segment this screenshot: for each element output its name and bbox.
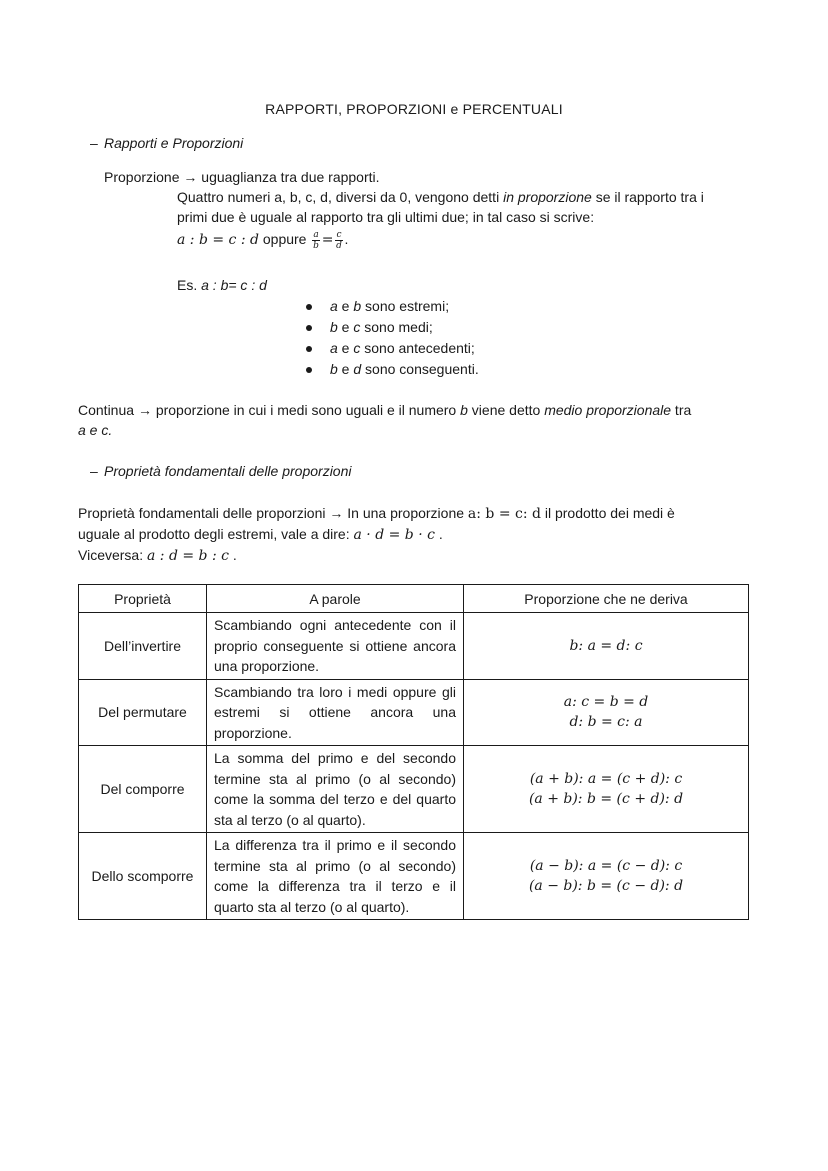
term-and: e bbox=[337, 298, 354, 314]
oppure-text: oppure bbox=[258, 231, 311, 247]
table-header-row bbox=[79, 585, 749, 613]
proporzione-definition bbox=[104, 167, 380, 187]
fraction-denominator: b bbox=[313, 240, 319, 251]
term-var: d bbox=[353, 361, 362, 377]
explanation-line-1 bbox=[177, 187, 752, 207]
term-var: a bbox=[330, 298, 338, 314]
properties-table bbox=[78, 584, 749, 920]
property-formula: (a − b): a = (c − d): c bbox=[529, 858, 683, 874]
fraction-c-d bbox=[335, 230, 342, 251]
property-words-cell bbox=[207, 613, 464, 680]
continua-emphasis: medio proporzionale bbox=[544, 402, 672, 418]
proporzione-definition-text: uguaglianza tra due rapporti. bbox=[201, 169, 380, 185]
property-formula: d: b = c: a bbox=[569, 714, 643, 731]
term-var: c bbox=[353, 319, 361, 335]
property-name: Del permutare bbox=[79, 679, 207, 746]
explanation-formula-line bbox=[177, 229, 752, 251]
term-and: e bbox=[337, 361, 354, 377]
term-desc: sono medi; bbox=[360, 319, 433, 335]
proporzione-explanation bbox=[177, 187, 752, 251]
table-row bbox=[79, 679, 749, 746]
term-var: b bbox=[330, 319, 338, 335]
table-header: Proporzione che ne deriva bbox=[464, 585, 749, 613]
fraction-numerator: a bbox=[313, 229, 319, 240]
property-formulas bbox=[464, 746, 749, 833]
fondamentale-text: . bbox=[434, 526, 443, 542]
continua-line-1 bbox=[78, 400, 753, 420]
page-title: RAPPORTI, PROPORZIONI e PERCENTUALI bbox=[265, 101, 563, 117]
example-label: Es. bbox=[177, 277, 202, 293]
table-header: A parole bbox=[207, 585, 464, 613]
continua-text: proporzione in cui i medi sono uguali e il numero bbox=[151, 402, 461, 418]
property-words: Scambiando tra loro i medi oppure gli estremi si ottiene ancora una proporzione. bbox=[214, 683, 456, 741]
continua-line-2 bbox=[78, 420, 753, 440]
proportion-formula: a : b = c : d bbox=[177, 232, 259, 248]
arrow-icon: → bbox=[329, 505, 344, 521]
list-item bbox=[306, 317, 479, 338]
explanation-emphasis: in proporzione bbox=[503, 189, 592, 205]
continua-term: Continua bbox=[78, 402, 135, 418]
property-words-cell bbox=[207, 679, 464, 746]
table-row bbox=[79, 833, 749, 920]
continua-text: tra bbox=[671, 402, 692, 418]
property-formula: b: a = d: c bbox=[569, 637, 643, 654]
explanation-text: se il rapporto tra i bbox=[591, 189, 704, 205]
fondamentale-formula: a : d = b : c bbox=[147, 548, 229, 564]
period: . bbox=[344, 231, 349, 247]
fondamentale-line-1 bbox=[78, 503, 758, 524]
property-name: Del comporre bbox=[79, 746, 207, 833]
property-name: Dell’invertire bbox=[79, 613, 207, 680]
fondamentale-paragraph bbox=[78, 503, 758, 566]
property-words-cell bbox=[207, 833, 464, 920]
terms-list bbox=[306, 296, 479, 380]
table-row bbox=[79, 613, 749, 680]
term-desc: sono antecedenti; bbox=[360, 340, 475, 356]
property-formula: (a + b): a = (c + d): c bbox=[529, 771, 683, 787]
section-dash: – bbox=[90, 135, 98, 151]
term-var: a bbox=[330, 340, 338, 356]
fondamentale-text: In una proporzione bbox=[343, 505, 468, 521]
property-formula: (a + b): b = (c + d): d bbox=[528, 791, 684, 807]
section-heading-proprieta bbox=[90, 463, 352, 479]
example-formula: a : b= c : d bbox=[201, 277, 267, 293]
fondamentale-line-2 bbox=[78, 524, 758, 545]
table-row bbox=[79, 746, 749, 833]
arrow-icon: → bbox=[183, 169, 198, 185]
fondamentale-formula: a: b = c: d bbox=[467, 506, 541, 522]
fondamentale-line-3 bbox=[78, 545, 758, 566]
proporzione-term: Proporzione bbox=[104, 169, 180, 185]
fondamentale-text: . bbox=[228, 547, 237, 563]
list-item bbox=[306, 359, 479, 380]
property-formula: a: c = b = d bbox=[563, 694, 649, 711]
property-formula: (a − b): b = (c − d): d bbox=[528, 878, 684, 894]
fondamentale-formula: a · d = b · c bbox=[353, 527, 435, 543]
list-item bbox=[306, 338, 479, 359]
continua-var: b bbox=[460, 402, 468, 418]
fondamentale-text: uguale al prodotto degli estremi, vale a dire: bbox=[78, 526, 354, 542]
explanation-text: Quattro numeri a, b, c, d, diversi da 0, vengono detti bbox=[177, 189, 504, 205]
fondamentale-text: il prodotto dei medi è bbox=[540, 505, 675, 521]
arrow-icon: → bbox=[137, 402, 152, 418]
term-desc: sono estremi; bbox=[361, 298, 450, 314]
property-words: La somma del primo e del secondo termine sta al primo (o al secondo) come la somma del terzo e del quarto sta al terzo (o al quarto). bbox=[214, 750, 456, 828]
fondamentale-text: Viceversa: bbox=[78, 547, 147, 563]
term-desc: sono conseguenti. bbox=[361, 361, 479, 377]
property-formulas bbox=[464, 613, 749, 680]
property-formulas bbox=[464, 833, 749, 920]
fraction-a-b bbox=[312, 230, 319, 251]
list-item bbox=[306, 296, 479, 317]
property-formulas bbox=[464, 679, 749, 746]
fondamentale-term: Proprietà fondamentali delle proporzioni bbox=[78, 505, 326, 521]
term-var: b bbox=[353, 298, 362, 314]
section-heading-text: Proprietà fondamentali delle proporzioni bbox=[104, 463, 352, 479]
continua-vars: a e c. bbox=[78, 422, 113, 438]
fraction-numerator: c bbox=[336, 229, 342, 240]
property-name: Dello scomporre bbox=[79, 833, 207, 920]
fraction-denominator: d bbox=[336, 240, 342, 251]
property-words-cell bbox=[207, 746, 464, 833]
section-heading-rapporti bbox=[90, 135, 244, 151]
explanation-line-2: primi due è uguale al rapporto tra gli ultimi due; in tal caso si scrive: bbox=[177, 209, 595, 225]
continua-text: viene detto bbox=[467, 402, 545, 418]
term-var: c bbox=[353, 340, 361, 356]
equals-sign: = bbox=[321, 232, 334, 248]
section-dash: – bbox=[90, 463, 98, 479]
continua-paragraph bbox=[78, 400, 753, 440]
property-words: Scambiando ogni antecedente con il proprio conseguente si ottiene ancora una proporzione. bbox=[214, 617, 456, 674]
term-var: b bbox=[330, 361, 338, 377]
term-and: e bbox=[337, 340, 354, 356]
example-line bbox=[177, 275, 267, 295]
term-and: e bbox=[337, 319, 354, 335]
table-header: Proprietà bbox=[79, 585, 207, 613]
section-heading-text: Rapporti e Proporzioni bbox=[104, 135, 244, 151]
property-words: La differenza tra il primo e il secondo termine sta al primo (o al secondo) come la differenza tra il terzo e il quarto sta al terzo (o al quarto). bbox=[214, 837, 456, 915]
